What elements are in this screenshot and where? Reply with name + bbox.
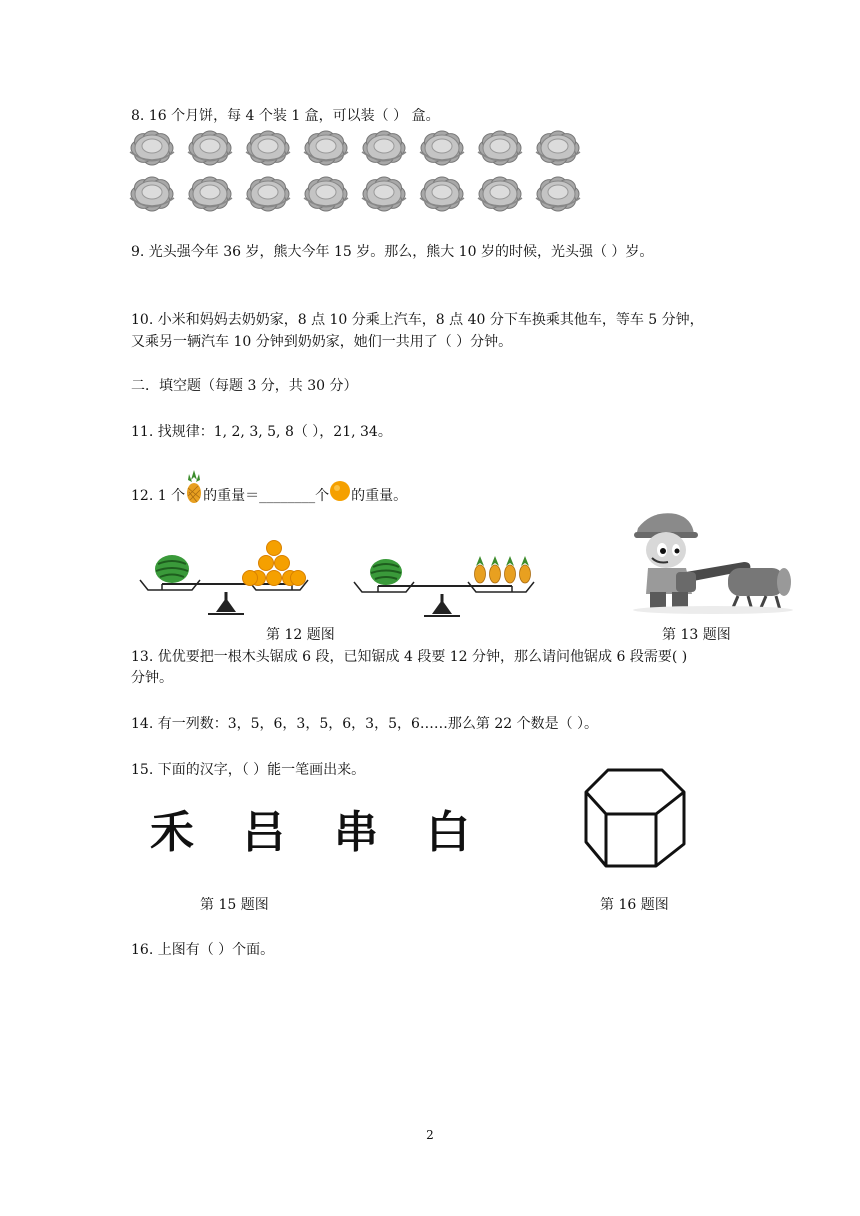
pineapple-icon — [185, 470, 203, 504]
mooncake-icon — [478, 131, 522, 165]
mooncake-icon — [536, 131, 580, 165]
character-1: 禾 — [150, 807, 194, 858]
mooncake-icon — [362, 177, 406, 211]
orange-icon — [243, 571, 258, 586]
mooncake-icon — [188, 131, 232, 165]
watermelon-icon — [370, 559, 402, 585]
mooncake-icon — [420, 131, 464, 165]
question-14: 14. 有一列数：3，5，6，3，5，6，3，5，6……那么第 22 个数是（ ）。 — [131, 716, 599, 732]
question-8: 8. 16 个月饼，每 4 个装 1 盒，可以装（ ） 盒。 — [131, 108, 440, 124]
caption-figure-13: 第 13 题图 — [662, 627, 731, 643]
section-heading: 二．填空题（每题 3 分，共 30 分） — [131, 378, 358, 394]
question-12-part-2: 的重量＝________个 — [203, 488, 330, 504]
orange-icon — [259, 556, 274, 571]
question-10-line-1: 10. 小米和妈妈去奶奶家，8 点 10 分乘上汽车，8 点 40 分下车换乘其他车，等车 5 分钟， — [131, 312, 704, 328]
mooncake-icon — [246, 131, 290, 165]
balance-scale-figure-1 — [134, 532, 319, 622]
caption-figure-12: 第 12 题图 — [266, 627, 335, 643]
question-11: 11. 找规律：1, 2, 3, 5, 8（ ），21, 34。 — [131, 424, 392, 440]
question-13-line-1: 13. 优优要把一根木头锯成 6 段，已知锯成 4 段要 12 分钟，那么请问他锯成 6 段需要( ) — [131, 649, 688, 665]
hexagonal-prism-figure — [580, 766, 690, 876]
question-16: 16. 上图有（ ）个面。 — [131, 942, 275, 958]
orange-icon — [291, 571, 306, 586]
pineapple-icon — [505, 556, 516, 583]
question-12 — [131, 486, 407, 506]
orange-icon — [275, 556, 290, 571]
question-12-part-3: 的重量。 — [351, 488, 408, 504]
mooncake-icon — [130, 131, 174, 165]
orange-pile-icon — [243, 541, 306, 586]
pineapple-icon — [490, 556, 501, 583]
orange-icon — [267, 541, 282, 556]
mooncake-icon — [362, 131, 406, 165]
question-12-part-1: 12. 1 个 — [131, 488, 186, 504]
caption-figure-16: 第 16 题图 — [600, 897, 669, 913]
mooncake-icon — [536, 177, 580, 211]
mooncake-icon — [188, 177, 232, 211]
orange-icon — [267, 571, 282, 586]
character-3: 串 — [334, 807, 378, 858]
mooncake-icon — [304, 131, 348, 165]
question-9: 9. 光头强今年 36 岁，熊大今年 15 岁。那么，熊大 10 岁的时候，光头强（ ）岁。 — [131, 244, 654, 260]
pineapple-row-icon — [475, 556, 531, 583]
character-2: 吕 — [242, 807, 286, 858]
caption-figure-15: 第 15 题图 — [200, 897, 269, 913]
question-10-line-2: 又乘另一辆汽车 10 分钟到奶奶家，她们一共用了（ ）分钟。 — [131, 334, 513, 350]
pineapple-icon — [475, 556, 486, 583]
character-4: 白 — [426, 807, 470, 858]
mooncake-icon — [246, 177, 290, 211]
mooncake-icon — [304, 177, 348, 211]
mooncake-icon — [420, 177, 464, 211]
mooncake-icon — [478, 177, 522, 211]
question-13-line-2: 分钟。 — [131, 670, 173, 686]
mooncake-icon — [130, 177, 174, 211]
question-15: 15. 下面的汉字，（ ）能一笔画出来。 — [131, 762, 366, 778]
orange-icon — [329, 480, 351, 502]
pineapple-icon — [520, 556, 531, 583]
balance-scale-figure-2 — [350, 532, 540, 622]
chinese-characters — [150, 796, 518, 860]
watermelon-icon — [155, 555, 189, 583]
boy-sawing-log-figure — [628, 506, 798, 616]
page-number: 2 — [426, 1128, 434, 1142]
mooncake-figure — [128, 128, 588, 218]
